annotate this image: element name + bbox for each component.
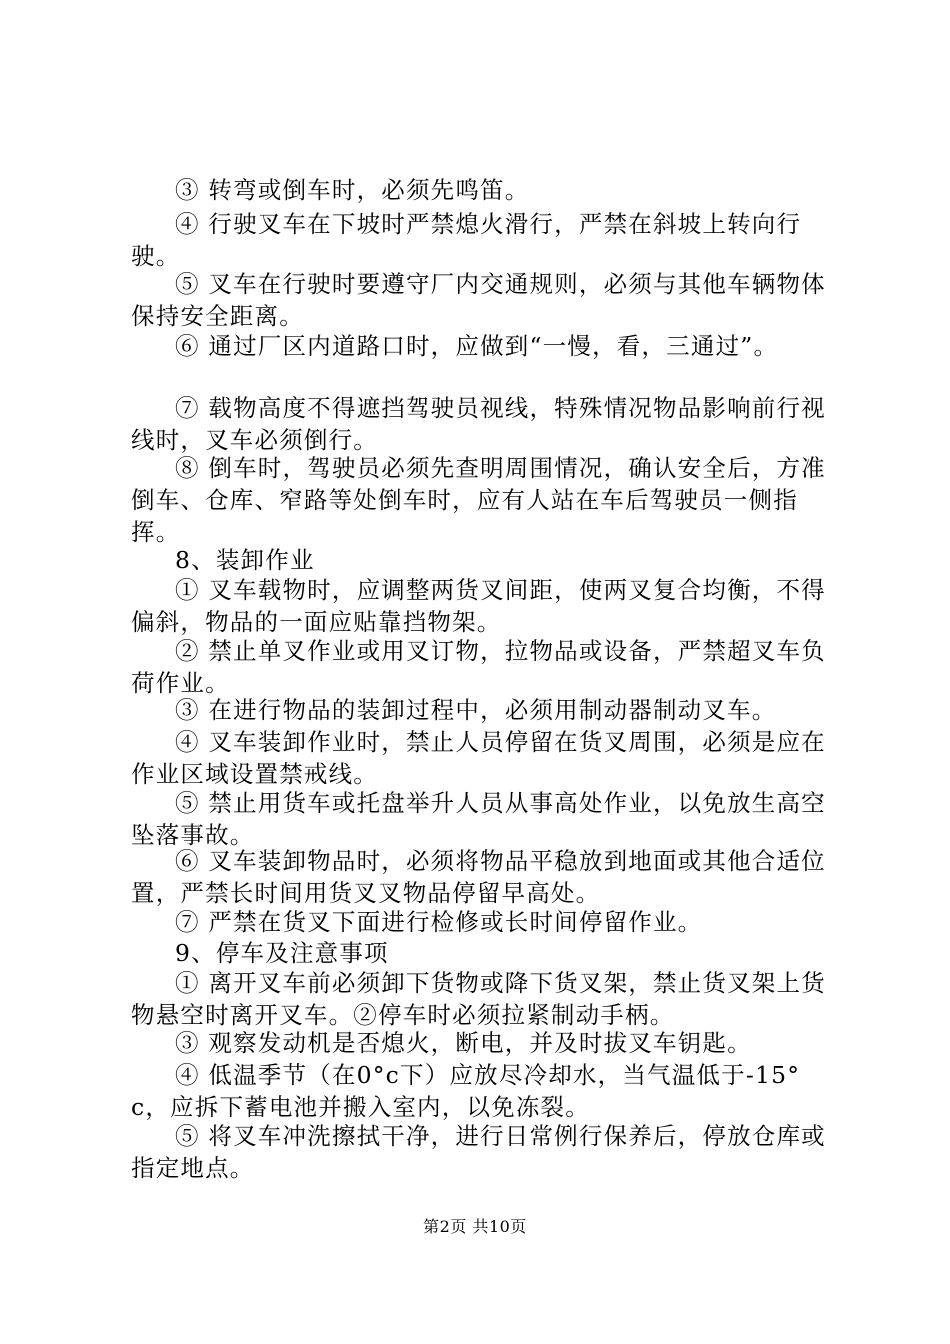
paragraph: ① 叉车载物时，应调整两货叉间距，使两叉复合均衡，不得偏斜，物品的一面应贴靠挡物架。 <box>131 576 826 636</box>
paragraph: ⑦ 严禁在货叉下面进行检修或长时间停留作业。 <box>175 908 703 936</box>
paragraph: ③ 在进行物品的装卸过程中，必须用制动器制动叉车。 <box>175 696 777 724</box>
paragraph: ⑥ 通过厂区内道路口时，应做到“一慢，看，三通过”。 <box>175 332 779 360</box>
section-heading: 9、停车及注意事项 <box>175 939 389 967</box>
paragraph: ⑤ 叉车在行驶时要遵守厂内交通规则，必须与其他车辆物体保持安全距离。 <box>131 270 826 330</box>
paragraph: ④ 叉车装卸作业时，禁止人员停留在货叉周围，必须是应在作业区域设置禁戒线。 <box>131 728 826 788</box>
page-number-footer: 第2页 共10页 <box>423 1217 527 1236</box>
paragraph: ④ 行驶叉车在下坡时严禁熄火滑行，严禁在斜坡上转向行驶。 <box>131 210 802 270</box>
paragraph: ⑤ 禁止用货车或托盘举升人员从事高处作业，以免放生高空坠落事故。 <box>131 789 826 849</box>
paragraph: ⑦ 载物高度不得遮挡驾驶员视线，特殊情况物品影响前行视线时，叉车必须倒行。 <box>131 394 826 454</box>
paragraph: ⑥ 叉车装卸物品时，必须将物品平稳放到地面或其他合适位置，严禁长时间用货叉叉物品停留早高处。 <box>131 847 826 907</box>
paragraph: ③ 观察发动机是否熄火，断电，并及时拔叉车钥匙。 <box>175 1029 752 1057</box>
paragraph: ④ 低温季节（在0°c下）应放尽冷却水，当气温低于-15°c，应拆下蓄电池并搬入室内，以免冻裂。 <box>131 1061 801 1121</box>
paragraph: ③ 转弯或倒车时，必须先鸣笛。 <box>175 176 530 204</box>
paragraph: ⑧ 倒车时，驾驶员必须先查明周围情况，确认安全后，方准倒车、仓库、窄路等处倒车时，应有人站在车后驾驶员一侧指挥。 <box>131 454 826 546</box>
paragraph: ① 离开叉车前必须卸下货物或降下货叉架，禁止货叉架上货物悬空时离开叉车。②停车时必须拉紧制动手柄。 <box>131 969 826 1029</box>
section-heading: 8、装卸作业 <box>175 546 315 574</box>
paragraph: ② 禁止单叉作业或用叉订物，拉物品或设备，严禁超叉车负荷作业。 <box>131 637 826 697</box>
paragraph: ⑤ 将叉车冲洗擦拭干净，进行日常例行保养后，停放仓库或指定地点。 <box>131 1122 826 1182</box>
